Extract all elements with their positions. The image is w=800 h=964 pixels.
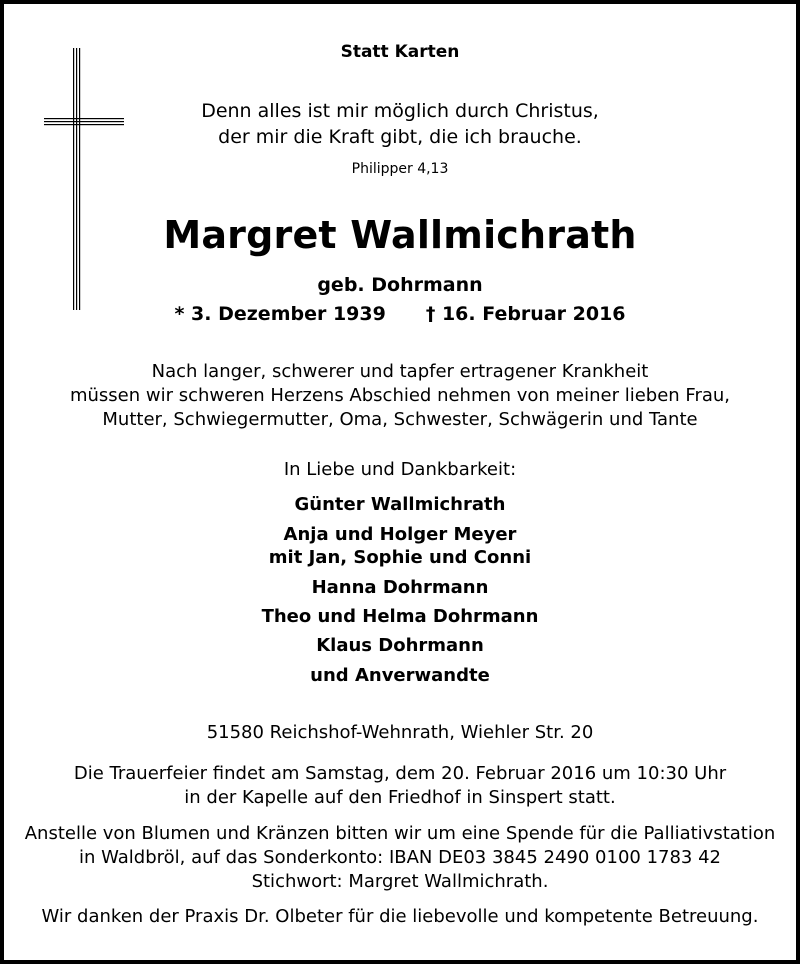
- donation-info-line-3: Stichwort: Margret Wallmichrath.: [251, 871, 549, 892]
- verse-line-2: der mir die Kraft gibt, die ich brauche.: [218, 126, 582, 148]
- deceased-name: Margret Wallmichrath: [163, 213, 637, 257]
- address: 51580 Reichshof-Wehnrath, Wiehler Str. 20: [206, 722, 594, 743]
- mourner-name: Klaus Dohrmann: [316, 635, 484, 656]
- thanks-text: Wir danken der Praxis Dr. Olbeter für die liebevolle und kompetente Betreuung.: [41, 906, 759, 927]
- header-text: Statt Karten: [340, 42, 460, 62]
- announcement-line-2: müssen wir schweren Herzens Abschied nehmen von meiner lieben Frau,: [69, 385, 731, 406]
- birth-date: * 3. Dezember 1939: [174, 303, 386, 325]
- mourner-name: Hanna Dohrmann: [311, 577, 489, 598]
- life-dates: [4, 303, 796, 325]
- mourner-name: und Anverwandte: [310, 665, 490, 686]
- cross-icon: [44, 48, 124, 310]
- birth-name: geb. Dohrmann: [317, 274, 483, 296]
- donation-info-line-1: Anstelle von Blumen und Kränzen bitten wir um eine Spende für die Palliativstation: [24, 823, 776, 844]
- announcement-line-3: Mutter, Schwiegermutter, Oma, Schwester, Schwägerin und Tante: [102, 409, 698, 430]
- verse-line-1: Denn alles ist mir möglich durch Christus,: [201, 100, 599, 122]
- funeral-info-line-1: Die Trauerfeier findet am Samstag, dem 20. Februar 2016 um 10:30 Uhr: [73, 763, 727, 784]
- mourner-name: Anja und Holger Meyer: [283, 524, 517, 545]
- verse-reference: Philipper 4,13: [351, 161, 449, 177]
- announcement-line-1: Nach langer, schwerer und tapfer ertragener Krankheit: [151, 361, 649, 382]
- mourners-intro: In Liebe und Dankbarkeit:: [283, 459, 517, 480]
- death-date: † 16. Februar 2016: [425, 303, 626, 325]
- mourner-name: Günter Wallmichrath: [294, 494, 506, 515]
- mourner-name: mit Jan, Sophie und Conni: [268, 547, 532, 568]
- donation-info-line-2: in Waldbröl, auf das Sonderkonto: IBAN DE03 3845 2490 0100 1783 42: [78, 847, 722, 868]
- mourner-name: Theo und Helma Dohrmann: [261, 606, 539, 627]
- funeral-info-line-2: in der Kapelle auf den Friedhof in Sinspert statt.: [184, 787, 616, 808]
